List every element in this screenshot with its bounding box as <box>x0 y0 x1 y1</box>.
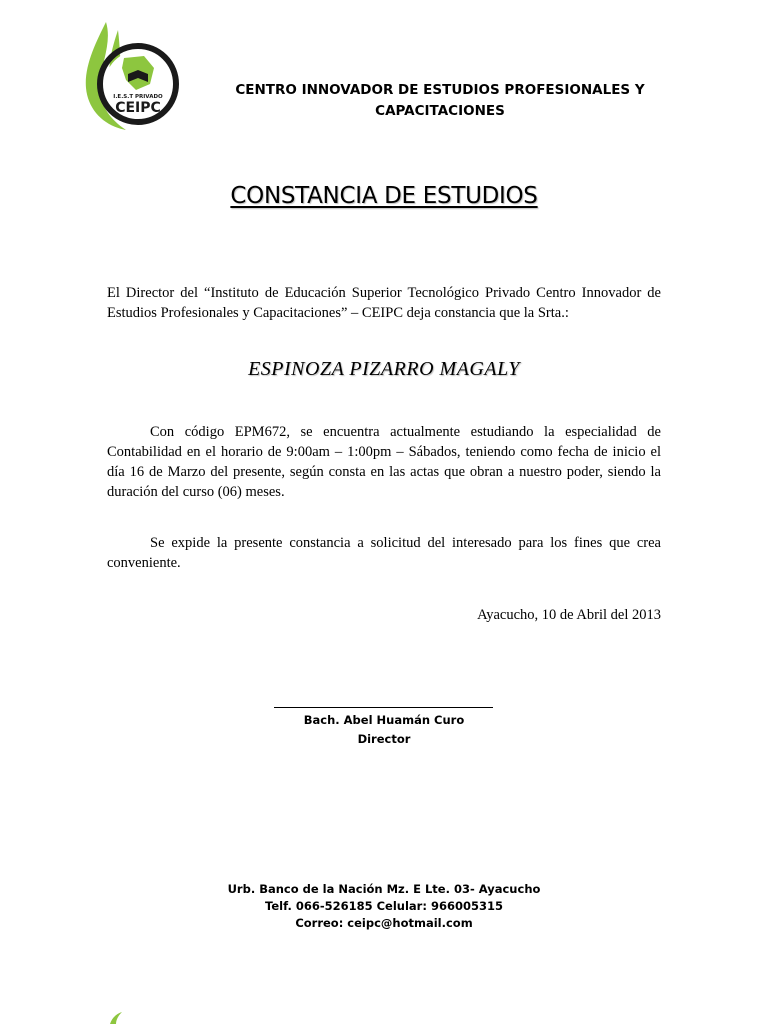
ceipc-logo-icon <box>78 18 182 134</box>
logo-top-text: I.E.S.T PRIVADO <box>113 94 163 100</box>
signature-line <box>274 707 493 708</box>
logo-brand-text: CEIPC <box>115 100 161 116</box>
next-page-logo-fragment-icon <box>96 1012 136 1024</box>
intro-paragraph: El Director del “Instituto de Educación Superior Tecnológico Privado Centro Innovador de Estudios Profesionales y Capacitaciones” – CEIPC deja constancia que la Srta.: <box>107 285 661 321</box>
body-paragraph: Con código EPM672, se encuentra actualmente estudiando la especialidad de Contabilidad en el horario de 9:00am – 1:00pm – Sábados, teniendo como fecha de inicio el día 16 de Marzo del presente, según consta en las actas que obran a nuestro poder, siendo la duración del curso (06) meses. <box>107 424 661 500</box>
signer-role: Director <box>357 732 411 746</box>
footer-address: Urb. Banco de la Nación Mz. E Lte. 03- Ayacucho <box>227 882 541 896</box>
student-name: ESPINOZA PIZARRO MAGALY <box>248 358 520 380</box>
closing-paragraph: Se expide la presente constancia a solicitud del interesado para los fines que crea conveniente. <box>107 535 661 571</box>
signer-name: Bach. Abel Huamán Curo <box>303 713 465 727</box>
footer-phones: Telf. 066-526185 Celular: 966005315 <box>265 899 503 913</box>
footer-contact <box>0 881 768 932</box>
footer-email: Correo: ceipc@hotmail.com <box>295 916 473 930</box>
institution-header-line1: CENTRO INNOVADOR DE ESTUDIOS PROFESIONALES Y <box>235 82 645 98</box>
institution-header <box>200 80 680 122</box>
document-title: CONSTANCIA DE ESTUDIOS <box>230 183 538 209</box>
place-date: Ayacucho, 10 de Abril del 2013 <box>477 607 661 623</box>
ceipc-logo <box>78 18 182 134</box>
signature-block <box>0 711 768 749</box>
institution-header-line2: CAPACITACIONES <box>375 103 505 119</box>
